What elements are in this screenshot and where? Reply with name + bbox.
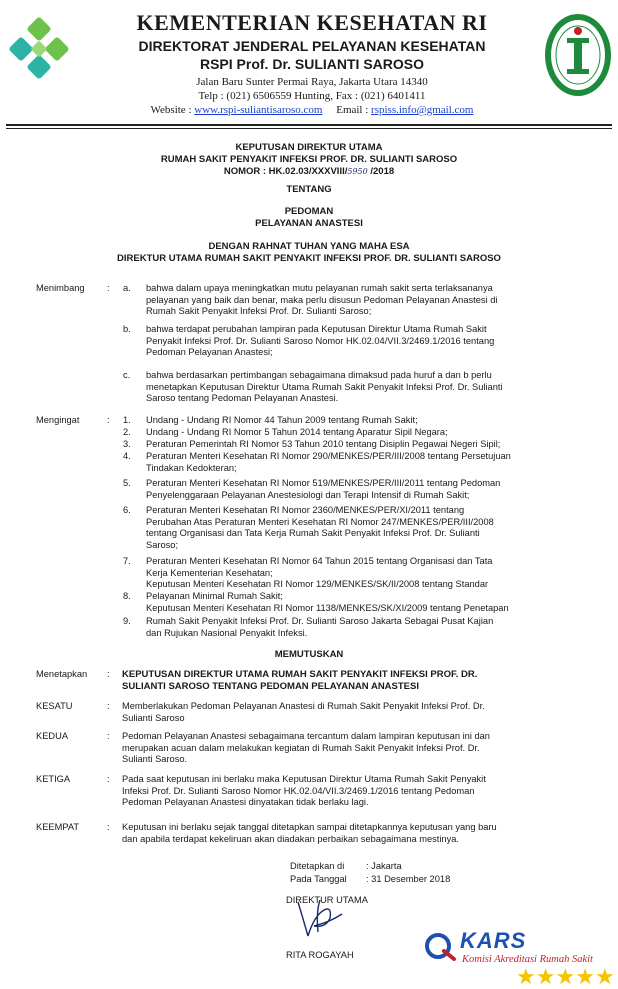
- star-icon: ★: [535, 964, 556, 989]
- text-line: Rumah Sakit Penyakit Infeksi Prof. Dr. Sulianti Saroso;: [146, 306, 372, 317]
- text-line: Memberlakukan Pedoman Pelayanan Anastesi di Rumah Sakit Penyakit Infeksi Prof. Dr.: [122, 701, 485, 711]
- text-line: Saroso tentang Pedoman Pelayanan Anastesi.: [146, 393, 339, 404]
- menimbang-colon: :: [107, 283, 110, 293]
- website-label: Website :: [150, 104, 192, 116]
- list-marker: c.: [123, 370, 131, 380]
- list-marker: 4.: [123, 451, 131, 461]
- text-line: menetapkan Keputusan Direktur Utama Rumah Sakit Penyakit Infeksi Prof. Dr. Sulianti: [146, 381, 503, 392]
- text-line: Keputusan ini berlaku sejak tanggal ditetapkan sampai ditetapkannya keputusan yang baru: [122, 822, 497, 832]
- text-line: Peraturan Menteri Kesehatan RI Nomor 290/MENKES/PER/III/2008 tentang Persetujuan: [146, 451, 511, 461]
- star-icon: ★: [575, 964, 595, 989]
- hospital-contacts: [82, 104, 542, 116]
- text-line: dan Rujukan Nasional Penyakit Infeksi.: [146, 627, 308, 638]
- menetapkan-text: [122, 669, 592, 693]
- memutuskan-heading: MEMUTUSKAN: [274, 649, 344, 660]
- ministry-logo: [2, 14, 82, 94]
- text-line: Saroso;: [146, 539, 179, 550]
- list-marker: 5.: [123, 478, 131, 488]
- list-item-text: [146, 451, 584, 474]
- email-link[interactable]: rspiss.info@gmail.com: [371, 104, 474, 116]
- signature-icon: [290, 892, 360, 942]
- text-line: Perubahan Atas Peraturan Menteri Kesehatan RI Nomor 247/MENKES/PER/III/2008: [146, 516, 494, 527]
- date-label: Pada Tanggal: [290, 874, 347, 884]
- text-line: Tindakan Kedokteran;: [146, 462, 237, 473]
- director-line: DIREKTUR UTAMA RUMAH SAKIT PENYAKIT INFEKSI PROF. DR. SULIANTI SAROSO: [117, 253, 501, 264]
- diktum-text: [122, 774, 592, 809]
- hospital-name: RSPI Prof. Dr. SULIANTI SAROSO: [199, 56, 425, 72]
- list-item-text: [146, 427, 584, 439]
- text-line: Peraturan Menteri Kesehatan RI Nomor 2360/MENKES/PER/XI/2011 tentang: [146, 505, 465, 515]
- text-line: Pedoman Pelayanan Anastesi sebagaimana tercantum dalam lampiran keputusan ini dan: [122, 731, 490, 741]
- diktum-colon: :: [107, 822, 110, 832]
- text-line: Penyakit Infeksi Prof. Dr. Sulianti Saroso Nomor HK.02.04/VII.3/2469.1/2016 tentang: [146, 335, 495, 346]
- diktum-text: [122, 731, 592, 766]
- grace-line: DENGAN RAHNAT TUHAN YANG MAHA ESA: [208, 241, 410, 252]
- text-line: Pada saat keputusan ini berlaku maka Keputusan Direktur Utama Rumah Sakit Penyakit: [122, 774, 486, 784]
- website-link[interactable]: www.rspi-suliantisaroso.com: [194, 104, 323, 116]
- kars-stars: [516, 966, 615, 989]
- diktum-label: KESATU: [36, 701, 73, 711]
- text-line: Sulianti Saroso.: [122, 754, 188, 765]
- text-line: tentang Organisasi dan Tata Kerja Rumah Sakit Penyakit Infeksi Prof. Dr. Sulianti: [146, 528, 480, 539]
- diktum-label: KETIGA: [36, 774, 71, 784]
- mengingat-colon: :: [107, 415, 110, 425]
- hospital-seal-icon: [543, 12, 613, 98]
- kars-swirl-icon: [424, 931, 460, 961]
- email-label: Email :: [336, 104, 369, 116]
- text-line: KEPUTUSAN DIREKTUR UTAMA RUMAH SAKIT PENYAKIT INFEKSI PROF. DR.: [122, 669, 478, 680]
- menetapkan-label: Menetapkan: [36, 669, 88, 679]
- subject-line-1: PEDOMAN: [284, 206, 334, 217]
- text-line: bahwa terdapat perubahan lampiran pada Keputusan Direktur Utama Rumah Sakit: [146, 324, 487, 334]
- handwritten-signature: [290, 892, 360, 942]
- diktum-label: KEEMPAT: [36, 822, 80, 832]
- text-line: Undang - Undang RI Nomor 5 Tahun 2014 tentang Aparatur Sipil Negara;: [146, 427, 448, 437]
- place-value: : Jakarta: [366, 861, 402, 871]
- kars-badge: [424, 928, 618, 989]
- menetapkan-colon: :: [107, 669, 110, 679]
- kars-logo-text: KARS: [460, 928, 527, 953]
- place-label: Ditetapkan di: [290, 861, 345, 871]
- hospital-phone: Telp : (021) 6506559 Hunting, Fax : (021) 6401411: [198, 90, 426, 102]
- decree-number: [0, 166, 618, 177]
- mengingat-label: Mengingat: [36, 415, 80, 425]
- list-item-text: [146, 415, 584, 427]
- decree-title: KEPUTUSAN DIREKTUR UTAMA: [235, 142, 383, 153]
- diktum-colon: :: [107, 774, 110, 784]
- text-line: dan apabila terdapat kekeliruan akan diadakan perbaikan sebagaimana mestinya.: [122, 833, 459, 844]
- letterhead-rule-thin: [6, 128, 612, 129]
- decree-number-handwritten: 5950: [347, 167, 368, 176]
- list-marker: 6.: [123, 505, 131, 515]
- decree-number-prefix: NOMOR : HK.02.03/XXXVIII/: [223, 166, 348, 177]
- text-line: Rumah Sakit Penyakit Infeksi Prof. Dr. Sulianti Saroso Jakarta Sebagai Pusat Kajian: [146, 616, 494, 626]
- text-line: Penyelenggaraan Pelayanan Anestesiologi dan Terapi Intensif di Rumah Sakit;: [146, 489, 470, 500]
- text-line: Keputusan Menteri Kesehatan RI Nomor 1138/MENKES/SK/XI/2009 tentang Penetapan: [146, 602, 509, 613]
- text-line: Undang - Undang RI Nomor 44 Tahun 2009 tentang Rumah Sakit;: [146, 415, 418, 425]
- text-line: Pelayanan Minimal Rumah Sakit;: [146, 591, 283, 601]
- list-item-text: [146, 478, 584, 501]
- diktum-text: [122, 822, 592, 845]
- list-item-text: [146, 505, 584, 551]
- diktum-colon: :: [107, 701, 110, 711]
- list-marker: 9.: [123, 616, 131, 626]
- decree-number-suffix: /2018: [367, 166, 395, 177]
- kars-tagline: Komisi Akreditasi Rumah Sakit: [462, 954, 593, 965]
- list-marker: 7.: [123, 556, 131, 566]
- text-line: Pedoman Pelayanan Anastesi;: [146, 347, 273, 358]
- list-item-text: [146, 370, 584, 405]
- list-marker: 3.: [123, 439, 131, 449]
- date-value: : 31 Desember 2018: [366, 874, 451, 884]
- text-line: Keputusan Menteri Kesehatan RI Nomor 129/MENKES/SK/II/2008 tentang Standar: [146, 579, 489, 590]
- list-marker: 8.: [123, 591, 131, 601]
- list-marker: 1.: [123, 415, 131, 425]
- text-line: Peraturan Pemerintah RI Nomor 53 Tahun 2010 tentang Disiplin Pegawai Negeri Sipil;: [146, 439, 501, 449]
- menimbang-label: Menimbang: [36, 283, 85, 293]
- diktum-text: [122, 701, 592, 724]
- list-marker: b.: [123, 324, 131, 334]
- list-item-text: [146, 324, 584, 359]
- text-line: bahwa berdasarkan pertimbangan sebagaimana dimaksud pada huruf a dan b perlu: [146, 370, 492, 380]
- ministry-logo-icon: [2, 14, 82, 94]
- list-item-text: [146, 283, 584, 318]
- list-marker: 2.: [123, 427, 131, 437]
- text-line: bahwa dalam upaya meningkatkan mutu pelayanan rumah sakit serta terlaksananya: [146, 283, 493, 293]
- list-item-text: [146, 591, 584, 614]
- subject-line-2: PELAYANAN ANASTESI: [255, 218, 363, 229]
- signatory-title: DIREKTUR UTAMA: [286, 895, 368, 905]
- diktum-label: KEDUA: [36, 731, 69, 741]
- star-icon: ★: [594, 964, 615, 989]
- letterhead-rule: [6, 124, 612, 126]
- list-item-text: [146, 556, 584, 591]
- decree-hospital: RUMAH SAKIT PENYAKIT INFEKSI PROF. DR. SULIANTI SAROSO: [160, 154, 458, 165]
- text-line: Infeksi Prof. Dr. Sulianti Saroso Nomor HK.02.04/VII.3/2469.1/2016 tentang Pedoman: [122, 785, 475, 796]
- star-icon: ★: [555, 964, 576, 989]
- text-line: Sulianti Saroso: [122, 712, 185, 723]
- text-line: Kerja Kementerian Kesehatan;: [146, 567, 273, 578]
- list-marker: a.: [123, 283, 131, 293]
- text-line: Peraturan Menteri Kesehatan RI Nomor 519/MENKES/PER/III/2011 tentang Pedoman: [146, 478, 501, 488]
- diktum-colon: :: [107, 731, 110, 741]
- ministry-name: KEMENTERIAN KESEHATAN RI: [136, 10, 488, 35]
- signatory-name: RITA ROGAYAH: [286, 950, 354, 960]
- directorate-name: DIREKTORAT JENDERAL PELAYANAN KESEHATAN: [138, 38, 486, 54]
- list-item-text: [146, 616, 584, 639]
- hospital-address: Jalan Baru Sunter Permai Raya, Jakarta Utara 14340: [196, 76, 428, 88]
- hospital-seal: [543, 12, 613, 98]
- text-line: SULIANTI SAROSO TENTANG PEDOMAN PELAYANAN ANASTESI: [122, 681, 419, 692]
- list-item-text: [146, 439, 584, 451]
- text-line: Peraturan Menteri Kesehatan RI Nomor 64 Tahun 2015 tentang Organisasi dan Tata: [146, 556, 493, 566]
- text-line: Pedoman Pelayanan Anastesi dinyatakan tidak berlaku lagi.: [122, 797, 369, 808]
- text-line: pelayanan yang baik dan benar, maka perlu disusun Pedoman Pelayanan Anastesi di: [146, 294, 498, 305]
- about-heading: TENTANG: [286, 184, 332, 195]
- text-line: merupakan acuan dalam melakukan kegiatan di Rumah Sakit Penyakit Infeksi Prof. Dr.: [122, 742, 480, 753]
- star-icon: ★: [516, 964, 536, 989]
